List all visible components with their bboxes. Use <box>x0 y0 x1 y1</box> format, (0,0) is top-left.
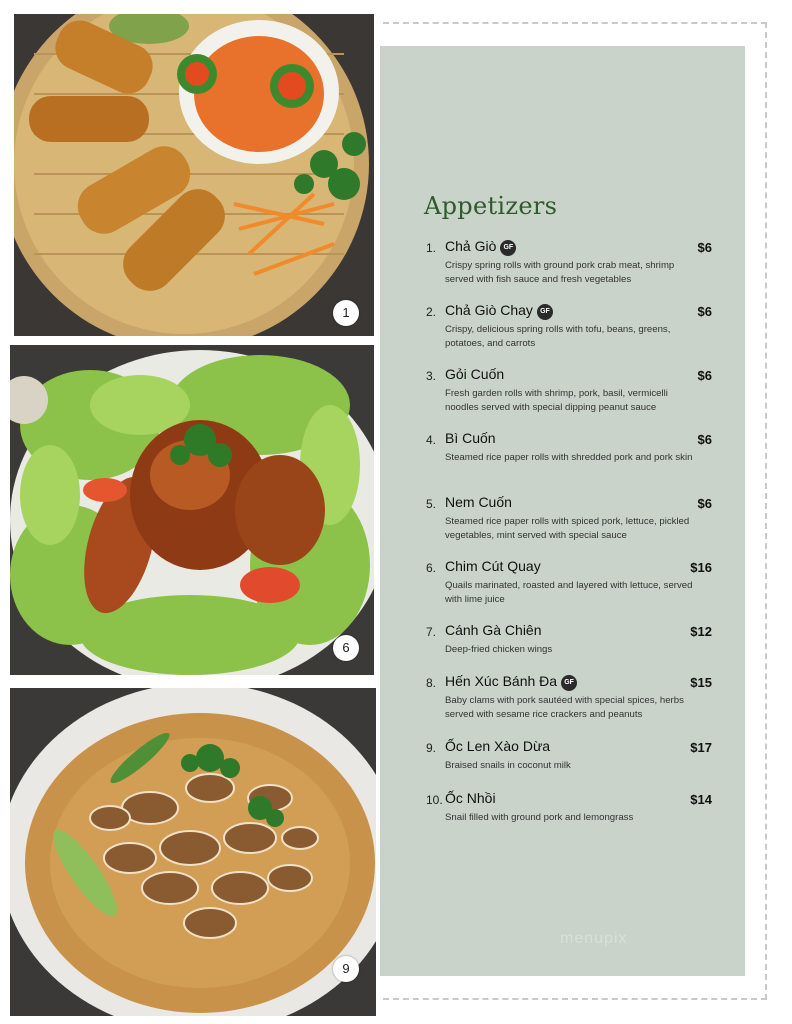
item-name-text: Chim Cút Quay <box>445 558 541 574</box>
item-name <box>445 790 496 806</box>
item-name <box>445 673 577 691</box>
photo-number-badge: 9 <box>333 956 359 982</box>
spring-rolls-photo <box>14 14 374 336</box>
gluten-free-icon: GF <box>500 240 516 256</box>
item-price: $6 <box>697 240 712 255</box>
item-name <box>445 738 550 754</box>
item-number: 9. <box>426 741 437 755</box>
quail-illustration <box>10 345 374 675</box>
item-description: Crispy spring rolls with ground pork crab meat, shrimp served with fish sauce and fresh vegetables <box>445 260 675 285</box>
item-name <box>445 302 553 320</box>
item-description: Quails marinated, roasted and layered with lettuce, served with lime juice <box>445 580 693 605</box>
item-name <box>445 558 541 574</box>
item-price: $6 <box>697 432 712 447</box>
item-name-text: Ốc Nhồi <box>445 790 496 806</box>
item-name-text: Gỏi Cuốn <box>445 366 505 382</box>
item-number: 10. <box>426 793 443 807</box>
item-description: Baby clams with pork sautéed with special spices, herbs served with sesame rice crackers and peanuts <box>445 695 684 720</box>
item-price: $17 <box>690 740 712 755</box>
item-name-text: Chả Giò <box>445 238 497 254</box>
item-price: $6 <box>697 368 712 383</box>
item-price: $6 <box>697 496 712 511</box>
item-price: $16 <box>690 560 712 575</box>
item-name-text: Hến Xúc Bánh Đa <box>445 673 558 689</box>
item-price: $14 <box>690 792 712 807</box>
item-name-text: Nem Cuốn <box>445 494 512 510</box>
item-description: Braised snails in coconut milk <box>445 760 571 771</box>
item-number: 8. <box>426 676 437 690</box>
item-description: Deep-fried chicken wings <box>445 644 553 655</box>
item-description: Fresh garden rolls with shrimp, pork, basil, vermicelli noodles served with special dipping peanut sauce <box>445 388 668 413</box>
spring-rolls-illustration <box>14 14 374 336</box>
item-description: Steamed rice paper rolls with spiced pork, lettuce, pickled vegetables, mint served with special sauce <box>445 516 690 541</box>
item-price: $12 <box>690 624 712 639</box>
item-number: 5. <box>426 497 437 511</box>
item-number: 3. <box>426 369 437 383</box>
gluten-free-icon: GF <box>561 675 577 691</box>
roasted-quail-photo <box>10 345 374 675</box>
item-name <box>445 430 496 446</box>
item-description: Crispy, delicious spring rolls with tofu, beans, greens, potatoes, and carrots <box>445 324 671 349</box>
gluten-free-icon: GF <box>537 304 553 320</box>
item-description: Steamed rice paper rolls with shredded pork and pork skin <box>445 452 693 463</box>
item-name <box>445 366 504 382</box>
item-name <box>445 622 542 638</box>
item-price: $15 <box>690 675 712 690</box>
item-number: 1. <box>426 241 437 255</box>
item-name-text: Ốc Len Xào Dừa <box>445 738 551 754</box>
watermark: menupix <box>560 930 628 947</box>
item-name <box>445 238 516 256</box>
item-name <box>445 494 512 510</box>
photo-number-badge: 1 <box>333 300 359 326</box>
item-number: 4. <box>426 433 437 447</box>
item-number: 7. <box>426 625 437 639</box>
item-number: 6. <box>426 561 437 575</box>
snails-illustration <box>10 688 376 1016</box>
item-name-text: Bì Cuốn <box>445 430 496 446</box>
menu-panel <box>380 46 745 976</box>
item-name-text: Chả Giò Chay <box>445 302 533 318</box>
section-title: Appetizers <box>424 192 558 220</box>
item-price: $6 <box>697 304 712 319</box>
photo-number-badge: 6 <box>333 635 359 661</box>
item-number: 2. <box>426 305 437 319</box>
snails-coconut-photo <box>10 688 376 1016</box>
item-description: Snail filled with ground pork and lemongrass <box>445 812 634 823</box>
item-name-text: Cánh Gà Chiên <box>445 622 542 638</box>
